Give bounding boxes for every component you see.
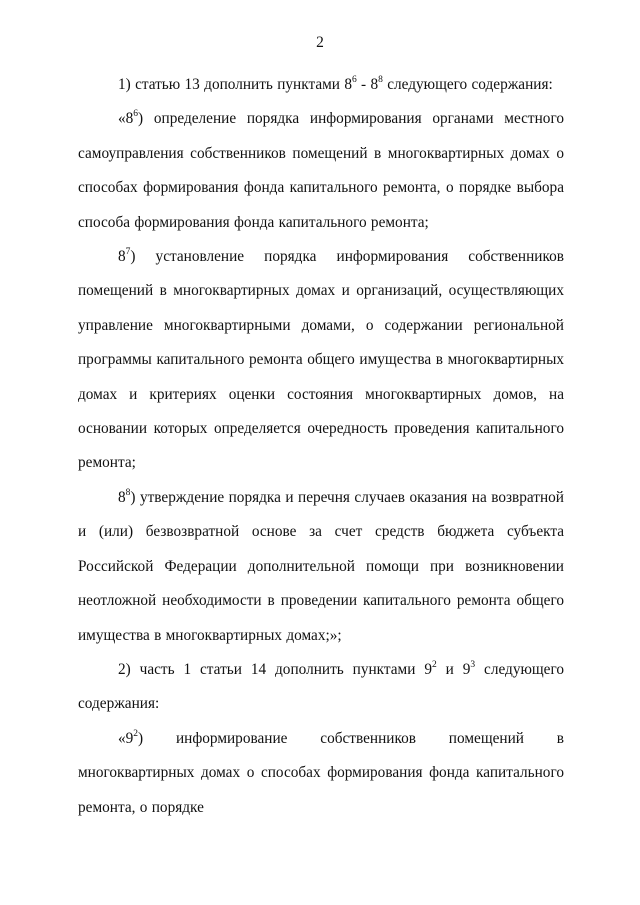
paragraph	[78, 481, 564, 653]
paragraph-text: «8	[118, 110, 134, 128]
superscript: 6	[351, 74, 357, 85]
paragraph-text: - 8	[356, 76, 379, 93]
superscript: 7	[125, 246, 131, 257]
page-number: 2	[316, 34, 324, 51]
superscript: 8	[125, 487, 131, 498]
superscript: 2	[431, 659, 437, 670]
paragraph-text: 1) статью 13 дополнить пунктами 8	[118, 76, 352, 93]
paragraph	[78, 68, 564, 102]
paragraph-text: 8	[118, 488, 126, 506]
document-body	[78, 68, 564, 825]
superscript: 2	[133, 728, 139, 739]
paragraph	[78, 722, 564, 825]
superscript: 8	[378, 74, 383, 85]
paragraph-text: «9	[118, 729, 134, 747]
paragraph	[78, 102, 564, 240]
paragraph-text: ) определение порядка информирования органами местного самоуправления собственников помещений в многоквартирных домах о способах формирования фонда капитального ремонта, о порядке выбора способа формирования фонда капитального ремонта;	[78, 110, 564, 231]
paragraph	[78, 240, 564, 481]
paragraph-text: 8	[118, 248, 126, 266]
paragraph-text: следующего содержания:	[382, 76, 553, 93]
superscript: 3	[470, 659, 476, 670]
paragraph-text: следующего содержания:	[78, 660, 565, 713]
paragraph-text: ) утверждение порядка и перечня случаев оказания на возвратной и (или) безвозвратной основе за счет средств бюджета субъекта Российской Федерации дополнительной помощи при возникновении неотложной необходимости в проведении капитального ремонта общего имущества в многоквартирных домах;»;	[78, 488, 564, 644]
paragraph	[78, 653, 564, 722]
paragraph-text: 2) часть 1 статьи 14 дополнить пунктами 9	[118, 660, 432, 678]
paragraph-text: ) информирование собственников помещений в многоквартирных домах о способах формирования фонда капитального ремонта, о порядке	[78, 729, 564, 816]
paragraph-text: ) установление порядка информирования собственников помещений в многоквартирных домах и организаций, осуществляющих управление многоквартирными домами, о содержании региональной программы капитального ремонта общего имущества в многоквартирных домах и критериях оценки состояния многоквартирных домов, на основании которых определяется очередность проведения капитального ремонта;	[78, 248, 564, 472]
paragraph-text: и 9	[436, 660, 471, 678]
superscript: 6	[133, 109, 139, 120]
